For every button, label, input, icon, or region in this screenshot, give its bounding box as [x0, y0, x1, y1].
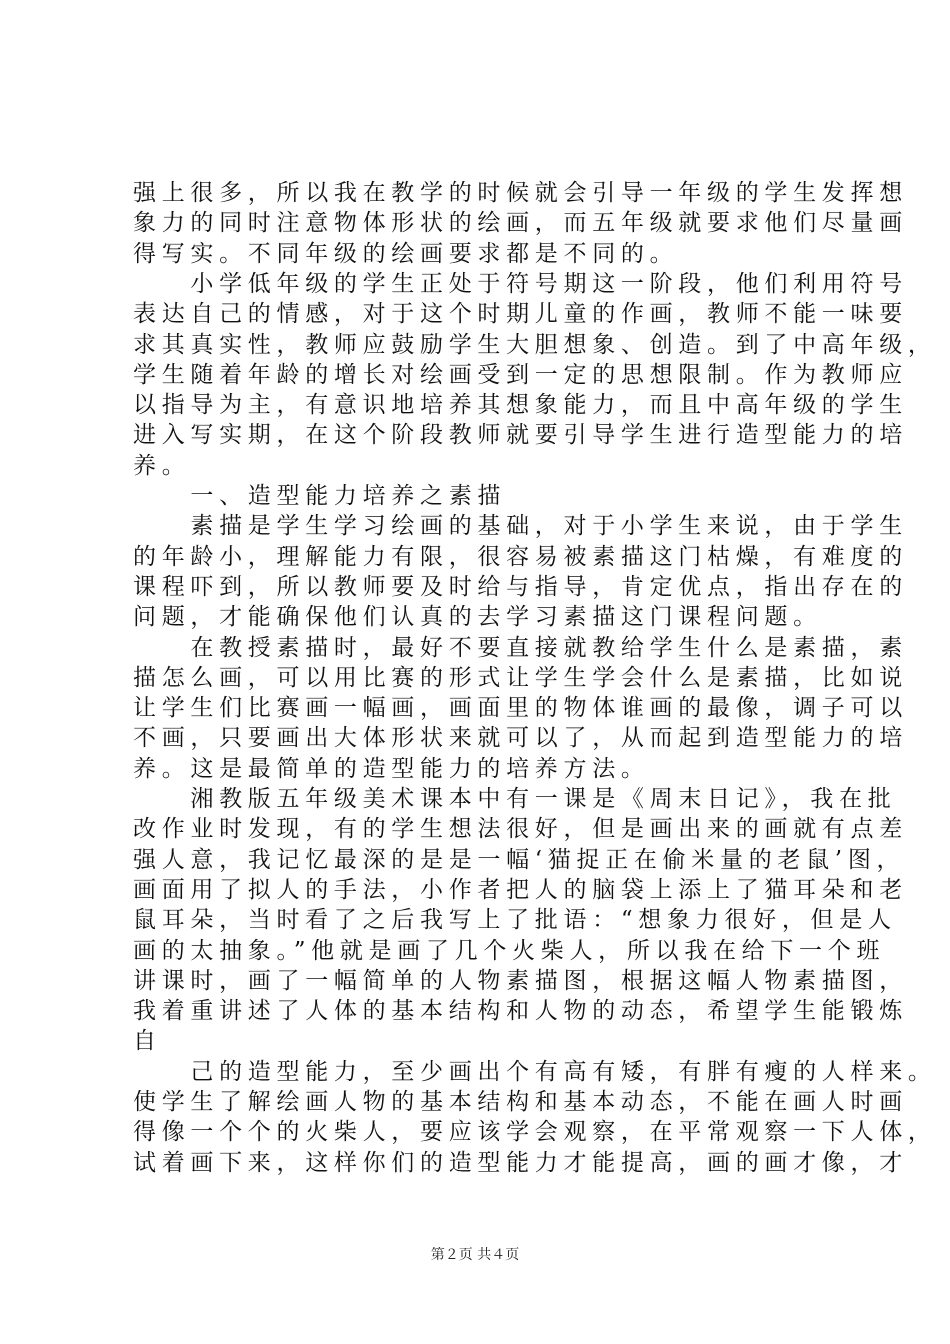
text-line: 讲课时，画了一幅简单的人物素描图，根据这幅人物素描图， [133, 967, 908, 994]
text-line: 求其真实性，教师应鼓励学生大胆想象、创造。到了中高年级， [133, 331, 937, 358]
text-line: 课程吓到，所以教师要及时给与指导，肯定优点，指出存在的 [133, 573, 908, 600]
text-line: 得写实。不同年级的绘画要求都是不同的。 [133, 240, 679, 267]
text-line: 自 [133, 1028, 162, 1055]
text-line: 强上很多，所以我在教学的时候就会引导一年级的学生发挥想 [133, 180, 908, 206]
text-line: 改作业时发现，有的学生想法很好，但是画出来的画就有点差 [133, 816, 908, 843]
text-line: 鼠耳朵，当时看了之后我写上了批语：“想象力很好，但是人 [133, 907, 897, 934]
text-line: 在教授素描时，最好不要直接就教给学生什么是素描，素 [133, 634, 908, 661]
text-line: 一、造型能力培养之素描 [133, 483, 507, 509]
text-line: 描怎么画，可以用比赛的形式让学生学会什么是素描，比如说 [133, 664, 908, 691]
text-line: 问题，才能确保他们认真的去学习素描这门课程问题。 [133, 604, 822, 631]
text-line: 使学生了解绘画人物的基本结构和基本动态，不能在画人时画 [133, 1089, 908, 1115]
page-footer: 第２页 共４页 [430, 1247, 520, 1263]
text-line: 象力的同时注意物体形状的绘画，而五年级就要求他们尽量画 [133, 210, 908, 237]
text-line: 表达自己的情感，对于这个时期儿童的作画，教师不能一味要 [133, 301, 908, 328]
text-line: 湘教版五年级美术课本中有一课是《周末日记》，我在批 [133, 786, 897, 812]
text-line: 强人意，我记忆最深的是是一幅‘猫捉正在偷米量的老鼠’图， [133, 846, 906, 873]
text-line: 我着重讲述了人体的基本结构和人物的动态，希望学生能锻炼 [133, 998, 908, 1025]
text-line: 不画，只要画出大体形状来就可以了，从而起到造型能力的培 [133, 725, 908, 752]
text-line: 养。这是最简单的造型能力的培养方法。 [133, 755, 650, 782]
text-line: 试着画下来，这样你们的造型能力才能提高，画的画才像，才 [133, 1149, 908, 1176]
text-line: 进入写实期，在这个阶段教师就要引导学生进行造型能力的培 [133, 422, 908, 449]
text-line: 学生随着年龄的增长对绘画受到一定的思想限制。作为教师应 [133, 361, 908, 388]
text-line: 己的造型能力，至少画出个有高有矮，有胖有瘦的人样来。 [133, 1058, 937, 1085]
text-line: 画面用了拟人的手法，小作者把人的脑袋上添上了猫耳朵和老 [133, 876, 908, 903]
text-line: 画的太抽象。”他就是画了几个火柴人，所以我在给下一个班 [133, 937, 886, 964]
text-line: 素描是学生学习绘画的基础，对于小学生来说，由于学生 [133, 513, 908, 540]
text-line: 以指导为主，有意识地培养其想象能力，而且中高年级的学生 [133, 392, 908, 419]
text-line: 得像一个个的火柴人，要应该学会观察，在平常观察一下人体， [133, 1119, 937, 1146]
text-line: 养。 [133, 452, 191, 479]
text-line: 让学生们比赛画一幅画，画面里的物体谁画的最像，调子可以 [133, 695, 908, 722]
text-line: 的年龄小，理解能力有限，很容易被素描这门枯燥，有难度的 [133, 543, 908, 570]
text-line: 小学低年级的学生正处于符号期这一阶段，他们利用符号 [133, 270, 908, 297]
